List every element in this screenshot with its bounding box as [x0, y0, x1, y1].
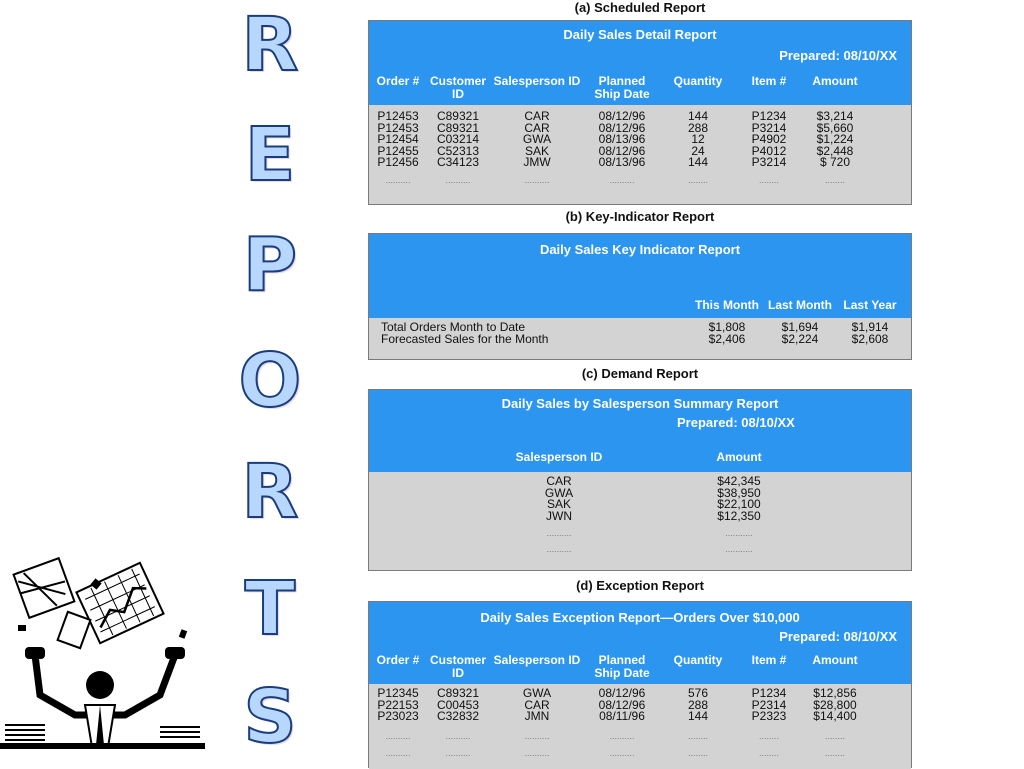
table-cell: CAR	[524, 120, 550, 135]
table-cell: ..........	[609, 730, 635, 741]
table-cell: P2323	[751, 709, 787, 723]
table-cell: $2,448	[816, 143, 854, 158]
table-cell: P1234	[751, 109, 787, 123]
report-title: Daily Sales by Salesperson Summary Report	[501, 396, 779, 411]
table-cell: $2,224	[781, 331, 819, 346]
figure-head	[86, 671, 114, 699]
column-headers	[369, 75, 911, 101]
table-cell: Total Orders Month to Date	[381, 320, 526, 334]
table-cell: CAR	[546, 474, 572, 488]
table-cell: CAR	[524, 697, 550, 712]
col-salesperson-id: Salesperson ID	[493, 74, 581, 88]
table-row-ellipsis	[369, 175, 911, 187]
table-cell: SAK	[546, 497, 571, 511]
table-cell: ........	[824, 730, 845, 741]
title-letter-t: T	[244, 566, 296, 652]
table-cell: P3214	[751, 155, 787, 169]
table-cell: ........	[758, 174, 779, 185]
title-letter-e: E	[244, 112, 296, 198]
caption-demand-report: (c) Demand Report	[581, 366, 699, 381]
table-cell: $1,694	[781, 320, 819, 334]
table-cell: 144	[687, 709, 709, 723]
table-cell: C32832	[436, 709, 480, 723]
col-salesperson-id: Salesperson ID	[515, 450, 603, 464]
table-cell: $1,808	[708, 320, 746, 334]
col-salesperson-id: Salesperson ID	[493, 653, 581, 667]
key-indicator-report	[368, 233, 912, 360]
caption-exception-report: (d) Exception Report	[576, 578, 704, 593]
table-cell: ........	[824, 748, 845, 758]
table-cell: ...........	[725, 543, 753, 554]
table-row	[369, 157, 911, 169]
report-body	[369, 472, 911, 570]
table-cell: ...........	[725, 528, 753, 538]
report-body	[369, 105, 911, 204]
col-quantity: Quantity	[673, 74, 723, 88]
col-amount: Amount	[812, 74, 858, 88]
caption-scheduled-report: (a) Scheduled Report	[574, 0, 706, 15]
table-cell: 288	[687, 120, 709, 135]
table-row	[369, 331, 911, 346]
table-cell: C03214	[436, 132, 480, 146]
table-cell: ..........	[524, 174, 550, 185]
title-letter-p: P	[242, 222, 298, 308]
col-amount: Amount	[812, 653, 858, 667]
table-cell: ........	[758, 748, 779, 758]
col-item: Item #	[751, 74, 787, 88]
table-cell: ..........	[609, 174, 635, 185]
table-cell: GWA	[544, 485, 574, 500]
title-letter-s: S	[243, 674, 297, 760]
report-body	[369, 318, 911, 359]
table-cell: $1,914	[851, 320, 889, 334]
table-cell: $14,400	[813, 709, 857, 723]
prepared-date: Prepared: 08/10/XX	[779, 48, 897, 63]
column-headers	[369, 654, 911, 680]
table-cell: P22153	[377, 697, 419, 712]
table-cell: P3214	[751, 120, 787, 135]
table-cell: $1,224	[816, 132, 854, 146]
table-row	[369, 485, 911, 500]
col-this-month: This Month	[695, 298, 759, 312]
table-cell: ..........	[546, 543, 572, 554]
report-title: Daily Sales Key Indicator Report	[539, 242, 741, 257]
table-cell: 08/13/96	[598, 132, 646, 146]
table-cell: C34123	[436, 155, 480, 169]
table-cell: 576	[687, 686, 709, 700]
table-cell: 12	[691, 132, 705, 146]
col-order: Order #	[376, 74, 420, 88]
table-cell: CAR	[524, 109, 550, 123]
table-cell: C52313	[436, 143, 480, 158]
table-cell: ........	[687, 174, 708, 185]
table-cell: SAK	[524, 143, 549, 158]
table-cell: ..........	[524, 748, 550, 758]
col-customer-id: Customer ID	[429, 74, 486, 101]
report-header	[369, 602, 911, 684]
table-cell: JWN	[546, 508, 572, 523]
caption-key-indicator-report: (b) Key-Indicator Report	[565, 209, 715, 224]
table-cell: JMW	[523, 155, 551, 169]
table-cell: $ 720	[819, 155, 851, 169]
table-cell: $38,950	[717, 485, 761, 500]
table-cell: $28,800	[813, 697, 857, 712]
table-cell: Forecasted Sales for the Month	[381, 331, 549, 346]
table-cell: P4902	[751, 132, 787, 146]
col-amount: Amount	[716, 450, 762, 464]
table-cell: $12,350	[717, 508, 761, 523]
table-cell: ..........	[445, 174, 471, 185]
table-cell: $42,345	[717, 474, 761, 488]
prepared-date: Prepared: 08/10/XX	[677, 415, 795, 430]
table-cell: $2,406	[708, 331, 746, 346]
table-cell: ..........	[445, 748, 471, 758]
table-cell: C89321	[436, 120, 480, 135]
report-header	[369, 390, 911, 472]
table-cell: ..........	[546, 528, 572, 538]
table-cell: GWA	[522, 686, 552, 700]
table-cell: ..........	[445, 730, 471, 741]
col-last-month: Last Month	[768, 298, 832, 312]
col-order: Order #	[376, 653, 420, 667]
table-cell: P2314	[751, 697, 787, 712]
prepared-date: Prepared: 08/10/XX	[779, 629, 897, 644]
table-row	[369, 476, 911, 488]
table-cell: ..........	[524, 730, 550, 741]
col-customer-id: Customer ID	[429, 653, 486, 680]
table-cell: $3,214	[816, 109, 854, 123]
report-title: Daily Sales Detail Report	[563, 27, 717, 42]
table-cell: P1234	[751, 686, 787, 700]
exception-report	[368, 601, 912, 768]
col-last-year: Last Year	[843, 298, 897, 312]
table-cell: GWA	[522, 132, 552, 146]
table-cell: C00453	[436, 697, 480, 712]
table-cell: 24	[691, 143, 705, 158]
table-cell: ..........	[609, 748, 635, 758]
table-cell: 08/12/96	[598, 143, 646, 158]
table-cell: 288	[687, 697, 709, 712]
table-cell: P12345	[377, 686, 419, 700]
table-row	[369, 499, 911, 511]
table-cell: JMN	[524, 709, 550, 723]
table-row-ellipsis	[369, 528, 911, 540]
table-cell: C89321	[436, 109, 480, 123]
table-cell: $22,100	[717, 497, 761, 511]
table-cell: ........	[758, 730, 779, 741]
table-row-ellipsis	[369, 544, 911, 556]
title-letter-r2: R	[241, 449, 299, 535]
clipart-figure-throwing-papers	[0, 555, 210, 768]
table-cell: $5,660	[816, 120, 854, 135]
table-cell: P12456	[377, 155, 419, 169]
table-cell: ..........	[385, 730, 411, 741]
report-title: Daily Sales Exception Report—Orders Over $10,000	[480, 610, 800, 625]
table-cell: P23023	[377, 709, 419, 723]
scheduled-report	[368, 20, 912, 205]
report-header	[369, 21, 911, 105]
table-cell: P12453	[377, 109, 419, 123]
table-cell: ..........	[385, 174, 411, 185]
table-row-ellipsis	[369, 731, 911, 743]
table-cell: 08/12/96	[598, 697, 646, 712]
table-cell: ........	[824, 174, 845, 185]
table-cell: 08/13/96	[598, 155, 646, 169]
table-cell: $12,856	[813, 686, 857, 700]
table-cell: P12454	[377, 132, 419, 146]
table-cell: P12453	[377, 120, 419, 135]
table-cell: P4012	[751, 143, 787, 158]
column-headers	[369, 299, 911, 312]
col-item: Item #	[751, 653, 787, 667]
table-cell: $2,608	[851, 331, 889, 346]
col-ship-date: Planned Ship Date	[594, 74, 650, 101]
table-cell: ........	[687, 748, 708, 758]
column-headers	[369, 451, 911, 464]
table-cell: 08/12/96	[598, 686, 646, 700]
title-letter-r: R	[241, 2, 299, 88]
table-cell: C89321	[436, 686, 480, 700]
table-row-ellipsis	[369, 748, 911, 760]
report-body	[369, 684, 911, 769]
demand-report	[368, 389, 912, 571]
table-cell: 08/12/96	[598, 109, 646, 123]
report-header	[369, 234, 911, 318]
table-cell: 144	[687, 109, 709, 123]
table-cell: ..........	[385, 748, 411, 758]
table-cell: 08/11/96	[599, 709, 645, 723]
table-cell: 144	[687, 155, 709, 169]
table-cell: P12455	[377, 143, 419, 158]
col-ship-date: Planned Ship Date	[594, 653, 650, 680]
title-letter-o: O	[238, 338, 302, 424]
table-row	[369, 711, 911, 723]
table-row	[369, 508, 911, 523]
table-cell: ........	[687, 730, 708, 741]
table-cell: 08/12/96	[598, 120, 646, 135]
col-quantity: Quantity	[673, 653, 723, 667]
